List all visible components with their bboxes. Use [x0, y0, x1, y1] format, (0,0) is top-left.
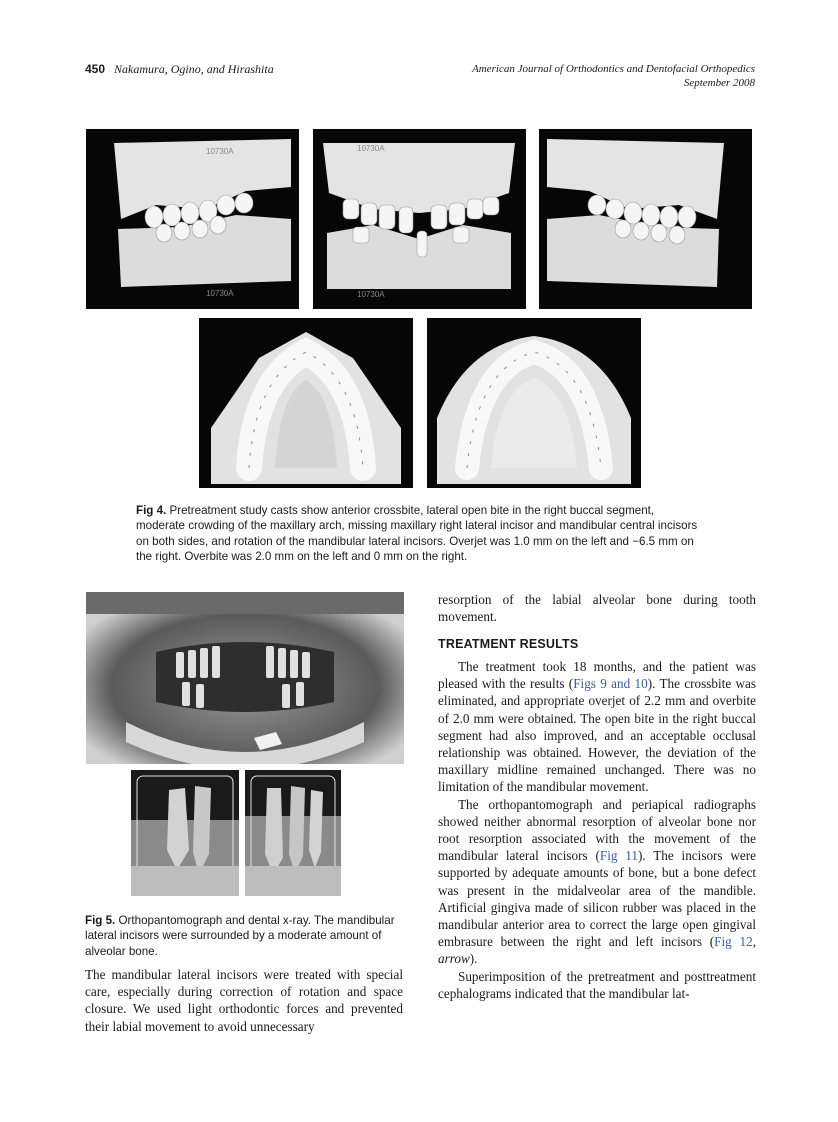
cast-label: 10730A [357, 144, 385, 153]
cast-label: 10730A [357, 290, 385, 299]
cast-photo-left-lateral [539, 129, 752, 309]
fig4-caption [136, 503, 704, 564]
fig4-caption-text: Pretreatment study casts show anterior crossbite, lateral open bite in the right buccal segment, moderate crowding of the maxillary arch, missing maxillary right lateral incisor and mandibular central incisors on both sides, and rotation of the mandibular lateral incisors. Overjet was 1.0 mm on the left and −6.5 mm on the right. Overbite was 2.0 mm on the left and 0 mm on the right. [136, 504, 698, 563]
section-heading: TREATMENT RESULTS [438, 637, 579, 651]
cast-photo-right-lateral [86, 129, 299, 309]
cast-photo-mandibular-occlusal [427, 318, 641, 488]
left-column-text [85, 966, 403, 1035]
running-header-left [85, 62, 274, 77]
right-column-text [438, 658, 756, 1002]
issue-date: September 2008 [683, 77, 755, 89]
cast-left-lateral-image [539, 129, 752, 309]
mandibular-occlusal-image [427, 318, 641, 488]
fig5-caption-text: Orthopantomograph and dental x-ray. The mandibular lateral incisors were surrounded by a moderate amount of alveolar bone. [85, 914, 395, 958]
cast-frontal-image [313, 129, 526, 309]
figure-link[interactable]: Figs 9 and 10 [573, 676, 648, 692]
fig4-label: Fig 4. [136, 504, 167, 517]
fig5-label: Fig 5. [85, 914, 116, 927]
periapical-left-image [245, 770, 341, 896]
cast-label: 10730A [206, 147, 234, 156]
cast-label: 10730A [206, 289, 234, 298]
results-paragraph-2: The orthopantomograph and periapical radiographs showed neither abnormal resorption of alveolar bone nor root resorption associated with the movement of the mandibular lateral incisors (Fig 11). The incisors were supported by adequate amounts of bone, but a bone defect was present in the midalveolar area of the mandible. Artificial gingiva made of silicon rubber was placed in the mandibular anterior area to correct the large open gingival embrasure between the right and left incisors (Fig 12, arrow). [438, 796, 757, 967]
periapical-right-image [131, 770, 239, 896]
results-paragraph-3: Superimposition of the pretreatment and posttreatment cephalograms indicated that the mandibular lat- [438, 968, 756, 1001]
orthopantomograph [86, 592, 404, 764]
left-paragraph: The mandibular lateral incisors were treated with special care, especially during correction of rotation and space closure. We used light orthodontic forces and prevented their labial movement to avoid unnecessary [85, 967, 403, 1034]
periapical-xray-right [131, 770, 239, 896]
panoramic-xray-image [86, 592, 404, 764]
page-number: 450 [85, 62, 106, 76]
maxillary-occlusal-image [199, 318, 413, 488]
figure-link[interactable]: Fig 11 [599, 848, 638, 864]
figure-link[interactable]: Fig 12 [714, 934, 753, 950]
continuation-paragraph: resorption of the labial alveolar bone during tooth movement. [438, 592, 756, 625]
journal-title: American Journal of Orthodontics and Dentofacial Orthopedics [472, 63, 755, 75]
authors: Nakamura, Ogino, and Hirashita [114, 62, 274, 76]
cast-photo-maxillary-occlusal [199, 318, 413, 488]
running-header-right [472, 62, 755, 90]
results-paragraph-1: The treatment took 18 months, and the patient was pleased with the results (Figs 9 and 10). The crossbite was eliminated, and appropriate overjet of 2.2 mm and overbite of 2.0 mm were obtained. The open bite in the right buccal segment had also improved, and an acceptable occlusal relationship was obtained. However, the deviation of the maxillary midline remained unchanged. There was no limitation of the mandibular movement. [438, 659, 757, 795]
cast-photo-frontal [313, 129, 526, 309]
fig5-caption [85, 913, 403, 959]
cast-right-lateral-image [86, 129, 299, 309]
right-column-continuation [438, 591, 756, 625]
periapical-xray-left [245, 770, 341, 896]
